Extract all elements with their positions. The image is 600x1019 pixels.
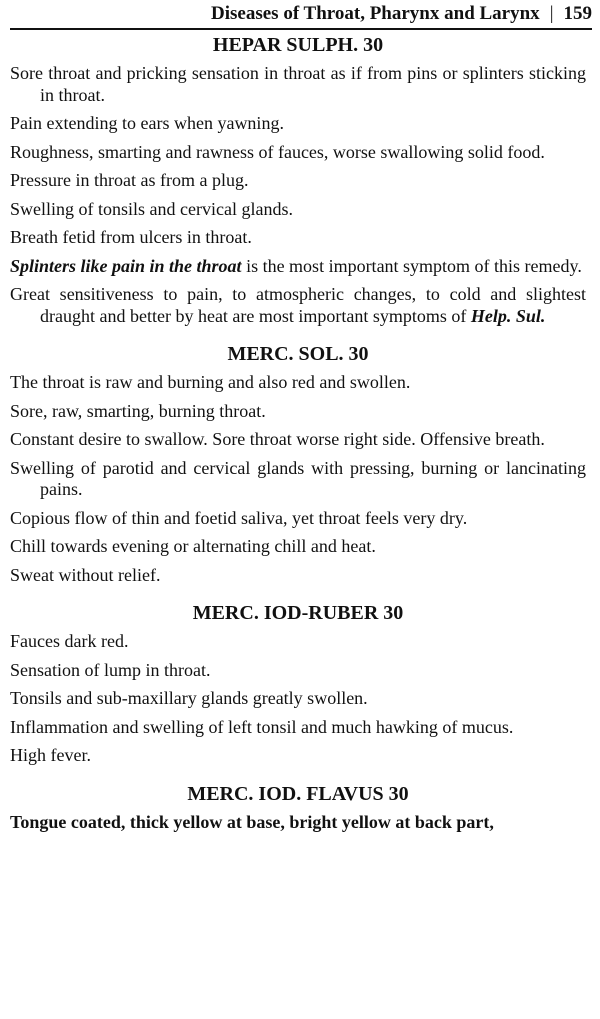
symptom-entry: Swelling of parotid and cervical glands with pressing, burning or lancinating pains. [10,457,586,499]
chapter-title: Diseases of Throat, Pharynx and Larynx [211,3,540,24]
remedy-title: MERC. IOD-RUBER 30 [192,602,404,624]
symptom-entry: Roughness, smarting and rawness of fauces, worse swallowing solid food. [10,141,545,162]
running-header [10,0,592,30]
symptom-entry: Splinters like pain in the throat is the most important symptom of this remedy. [10,255,582,276]
symptom-entry: Breath fetid from ulcers in throat. [10,227,252,247]
page-number: 159 [563,3,592,24]
remedy-title: MERC. SOL. 30 [227,343,369,365]
symptom-entry: Sore throat and pricking sensation in throat as if from pins or splinters sticking in throat. [10,63,586,105]
symptom-entry: Chill towards evening or alternating chill and heat. [10,536,376,556]
symptom-entry: Constant desire to swallow. Sore throat worse right side. Offensive breath. [10,429,545,449]
symptom-entry: Swelling of tonsils and cervical glands. [10,198,293,219]
symptom-entry: Great sensitiveness to pain, to atmospheric changes, to cold and slightest draught and better by heat are most important symptoms of Help. Sul. [10,284,586,326]
remedy-section-hepar-sulph [10,32,586,327]
remedy-section-merc-iod-flavus [10,781,586,834]
symptom-entry: The throat is raw and burning and also red and swollen. [10,372,411,392]
symptom-entry: Sore, raw, smarting, burning throat. [10,400,266,421]
remedy-title: HEPAR SULPH. 30 [212,34,384,56]
symptom-entry: Fauces dark red. [10,631,129,651]
symptom-entry: Tonsils and sub-maxillary glands greatly swollen. [10,688,368,708]
symptom-entry: Inflammation and swelling of left tonsil and much hawking of mucus. [10,716,514,737]
symptom-entry: Copious flow of thin and foetid saliva, yet throat feels very dry. [10,507,468,528]
page-content [10,32,586,847]
remedy-section-merc-iod-ruber [10,600,586,767]
remedy-title: MERC. IOD. FLAVUS 30 [187,782,409,805]
symptom-entry: High fever. [10,745,91,765]
symptom-entry: Tongue coated, thick yellow at base, bright yellow at back part, [10,811,494,832]
symptom-entry: Pressure in throat as from a plug. [10,170,249,190]
symptom-entry: Pain extending to ears when yawning. [10,113,284,133]
symptom-entry: Sweat without relief. [10,564,161,585]
emphasis-text: Help. Sul. [470,305,546,326]
remedy-section-merc-sol [10,341,586,586]
emphasis-text: Splinters like pain in the throat [10,255,242,276]
header-separator: | [549,3,554,24]
symptom-entry: Sensation of lump in throat. [10,659,211,680]
